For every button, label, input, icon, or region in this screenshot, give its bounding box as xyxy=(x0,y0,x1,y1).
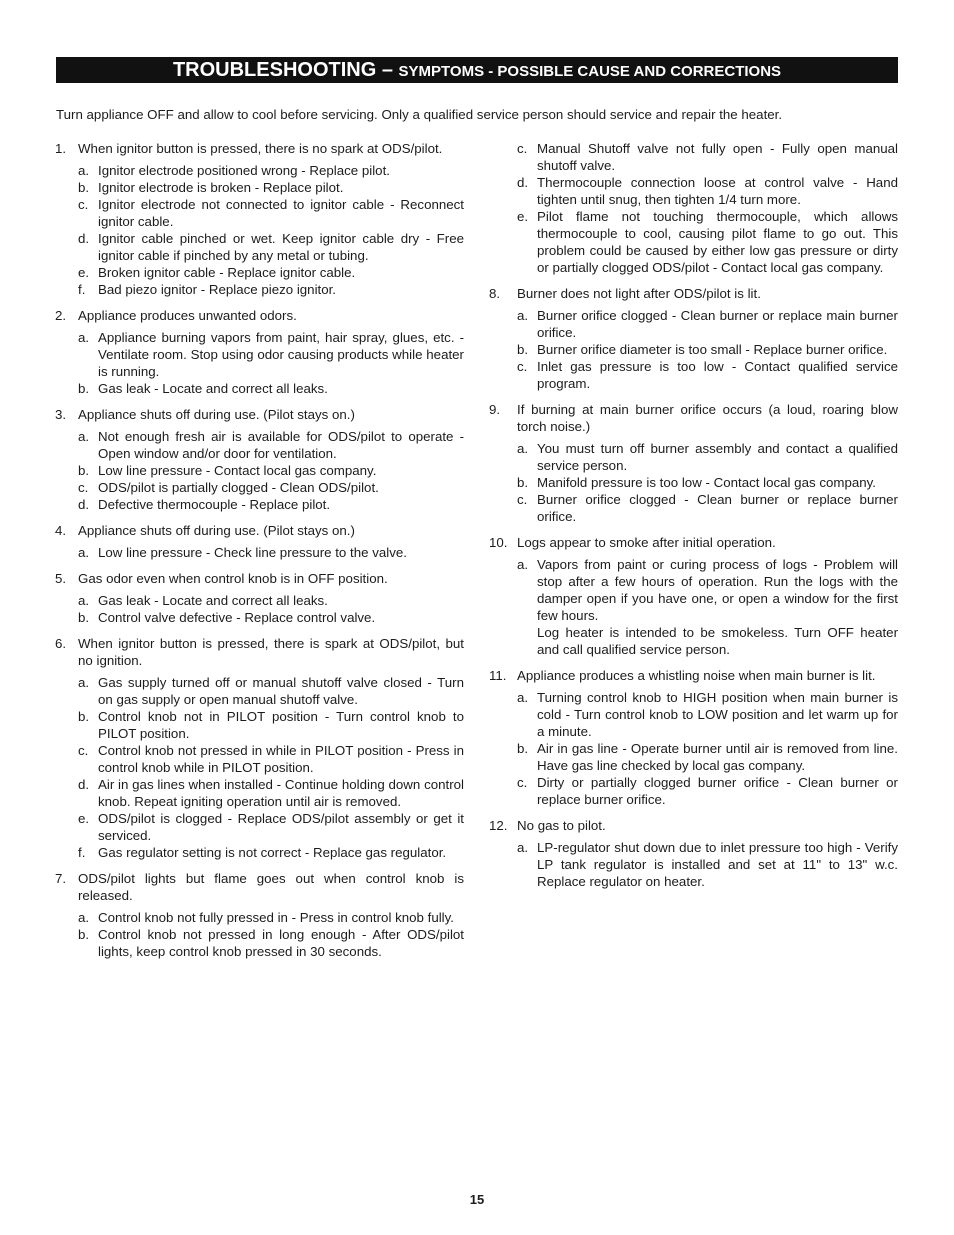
cause-item xyxy=(55,810,464,844)
cause-letter: d. xyxy=(78,231,90,246)
cause-text: Gas leak - Locate and correct all leaks. xyxy=(98,381,328,396)
cause-item xyxy=(55,674,464,708)
symptom-number: 10. xyxy=(489,535,508,550)
cause-letter: c. xyxy=(517,359,528,374)
cause-letter: a. xyxy=(78,429,90,444)
cause-letter: b. xyxy=(78,927,90,942)
cause-text: Ignitor electrode positioned wrong - Replace pilot. xyxy=(98,163,390,178)
cause-letter: c. xyxy=(517,775,528,790)
cause-letter: b. xyxy=(78,610,90,625)
cause-text: Low line pressure - Check line pressure to the valve. xyxy=(98,545,407,560)
cause-item xyxy=(55,264,464,281)
cause-item xyxy=(55,609,464,626)
cause-list xyxy=(489,689,898,808)
symptom-text: Appliance produces a whistling noise when main burner is lit. xyxy=(517,668,876,683)
symptom-text: ODS/pilot lights but flame goes out when control knob is released. xyxy=(78,871,464,903)
section-title: TROUBLESHOOTING – xyxy=(172,59,399,81)
cause-item xyxy=(55,281,464,298)
right-column xyxy=(489,140,898,899)
symptom-row xyxy=(55,870,464,904)
cause-text: Burner orifice clogged - Clean burner or replace main burner orifice. xyxy=(537,308,898,340)
cause-item xyxy=(55,926,464,960)
cause-text: Low line pressure - Contact local gas company. xyxy=(98,463,377,478)
cause-letter: b. xyxy=(78,463,90,478)
symptom-item xyxy=(489,534,898,658)
cause-item xyxy=(55,909,464,926)
cause-list xyxy=(489,140,898,276)
cause-item xyxy=(55,708,464,742)
cause-item xyxy=(55,162,464,179)
symptom-row xyxy=(489,817,898,834)
cause-item xyxy=(55,479,464,496)
symptom-number: 5. xyxy=(55,571,67,586)
symptom-text: If burning at main burner orifice occurs (a loud, roaring blow torch noise.) xyxy=(517,402,898,434)
cause-text: Gas supply turned off or manual shutoff valve closed - Turn on gas supply or open manual shutoff valve. xyxy=(98,675,464,707)
cause-letter: d. xyxy=(517,175,529,190)
symptom-number: 11. xyxy=(489,668,507,683)
cause-text: You must turn off burner assembly and contact a qualified service person. xyxy=(537,441,898,473)
cause-list xyxy=(55,162,464,298)
cause-item xyxy=(489,689,898,740)
symptom-number: 6. xyxy=(55,636,67,651)
cause-letter: c. xyxy=(78,197,89,212)
section-subtitle: SYMPTOMS - POSSIBLE CAUSE AND CORRECTIONS xyxy=(398,63,782,80)
intro-paragraph: Turn appliance OFF and allow to cool before servicing. Only a qualified service person should service and repair the heater. xyxy=(56,107,783,122)
cause-letter: a. xyxy=(78,593,90,608)
cause-text: Broken ignitor cable - Replace ignitor cable. xyxy=(98,265,356,280)
cause-item xyxy=(55,380,464,397)
cause-item xyxy=(55,428,464,462)
cause-item xyxy=(489,624,898,658)
cause-item xyxy=(55,230,464,264)
symptom-row xyxy=(55,522,464,539)
cause-text: ODS/pilot is partially clogged - Clean ODS/pilot. xyxy=(98,480,379,495)
section-title-bar xyxy=(56,57,898,83)
symptom-row xyxy=(489,401,898,435)
symptom-row xyxy=(55,307,464,324)
cause-letter: a. xyxy=(78,163,90,178)
cause-list xyxy=(489,839,898,890)
symptom-text: Gas odor even when control knob is in OFF position. xyxy=(78,571,388,586)
cause-letter: a. xyxy=(517,840,529,855)
cause-list xyxy=(55,544,464,561)
cause-item xyxy=(55,196,464,230)
cause-letter: b. xyxy=(78,709,90,724)
continued-causes xyxy=(489,140,898,276)
cause-text: Air in gas line - Operate burner until air is removed from line. Have gas line checked by local gas company. xyxy=(537,741,898,773)
symptom-item xyxy=(55,570,464,626)
symptom-item xyxy=(489,401,898,525)
symptom-text: Logs appear to smoke after initial operation. xyxy=(517,535,776,550)
cause-item xyxy=(55,462,464,479)
page-number: 15 xyxy=(469,1192,485,1207)
symptom-text: No gas to pilot. xyxy=(517,818,606,833)
cause-letter: d. xyxy=(78,497,90,512)
cause-letter: e. xyxy=(78,811,90,826)
cause-letter: b. xyxy=(517,741,529,756)
cause-text: LP-regulator shut down due to inlet pressure too high - Verify LP tank regulator is installed and set at 11" to 13" w.c. Replace regulator on heater. xyxy=(537,840,898,889)
symptom-row xyxy=(55,406,464,423)
symptom-text: Appliance shuts off during use. (Pilot stays on.) xyxy=(78,407,355,422)
cause-list xyxy=(489,307,898,392)
cause-item xyxy=(489,474,898,491)
cause-letter: c. xyxy=(78,743,89,758)
cause-letter: e. xyxy=(517,209,529,224)
cause-text: Gas leak - Locate and correct all leaks. xyxy=(98,593,328,608)
cause-letter: d. xyxy=(78,777,90,792)
symptom-item xyxy=(55,522,464,561)
symptom-row xyxy=(55,570,464,587)
cause-text: Burner orifice clogged - Clean burner or replace burner orifice. xyxy=(537,492,898,524)
symptom-text: Burner does not light after ODS/pilot is lit. xyxy=(517,286,761,301)
symptom-text: When ignitor button is pressed, there is no spark at ODS/pilot. xyxy=(78,141,443,156)
cause-item xyxy=(489,341,898,358)
cause-letter: b. xyxy=(517,475,529,490)
cause-letter: a. xyxy=(517,557,529,572)
symptom-number: 4. xyxy=(55,523,67,538)
symptom-text: Appliance produces unwanted odors. xyxy=(78,308,297,323)
cause-text: Appliance burning vapors from paint, hair spray, glues, etc. - Ventilate room. Stop using odor causing products while heater is running. xyxy=(98,330,464,379)
cause-item xyxy=(55,179,464,196)
symptom-text: Appliance shuts off during use. (Pilot stays on.) xyxy=(78,523,355,538)
cause-item xyxy=(489,556,898,624)
symptom-number: 3. xyxy=(55,407,67,422)
cause-item xyxy=(55,496,464,513)
cause-letter: a. xyxy=(78,910,90,925)
cause-text: Bad piezo ignitor - Replace piezo ignitor. xyxy=(98,282,337,297)
cause-text: Dirty or partially clogged burner orifice - Clean burner or replace burner orifice. xyxy=(537,775,898,807)
symptom-row xyxy=(489,667,898,684)
cause-list xyxy=(55,592,464,626)
symptom-number: 2. xyxy=(55,308,67,323)
cause-letter: c. xyxy=(517,141,528,156)
cause-text: Gas regulator setting is not correct - Replace gas regulator. xyxy=(98,845,447,860)
cause-text: Manifold pressure is too low - Contact local gas company. xyxy=(537,475,876,490)
cause-letter: a. xyxy=(517,441,529,456)
symptom-number: 1. xyxy=(55,141,67,156)
left-column xyxy=(55,140,464,969)
symptom-text: When ignitor button is pressed, there is spark at ODS/pilot, but no ignition. xyxy=(78,636,464,668)
cause-letter: b. xyxy=(517,342,529,357)
cause-item xyxy=(489,307,898,341)
cause-letter: c. xyxy=(78,480,89,495)
cause-letter: b. xyxy=(78,180,90,195)
symptom-item xyxy=(489,285,898,392)
symptom-item xyxy=(489,817,898,890)
cause-letter: a. xyxy=(78,675,90,690)
cause-item xyxy=(489,491,898,525)
cause-text: Turning control knob to HIGH position when main burner is cold - Turn control knob to LOW position and let warm up for a minute. xyxy=(537,690,898,739)
cause-letter: e. xyxy=(78,265,90,280)
symptom-row xyxy=(55,140,464,157)
cause-letter xyxy=(489,624,537,658)
cause-text: Thermocouple connection loose at control valve - Hand tighten until snug, then tighten 1/4 turn more. xyxy=(537,175,898,207)
cause-text: Control valve defective - Replace control valve. xyxy=(98,610,376,625)
cause-text: Inlet gas pressure is too low - Contact qualified service program. xyxy=(537,359,898,391)
cause-item xyxy=(489,140,898,174)
cause-text: Control knob not fully pressed in - Press in control knob fully. xyxy=(98,910,454,925)
cause-text: Control knob not pressed in while in PILOT position - Press in control knob while in PILOT position. xyxy=(98,743,464,775)
cause-letter: b. xyxy=(78,381,90,396)
cause-letter: a. xyxy=(517,308,529,323)
cause-item xyxy=(55,544,464,561)
cause-item xyxy=(489,174,898,208)
cause-list xyxy=(55,428,464,513)
cause-letter: a. xyxy=(78,330,90,345)
cause-text: Manual Shutoff valve not fully open - Fully open manual shutoff valve. xyxy=(537,141,898,173)
cause-item xyxy=(489,440,898,474)
cause-list xyxy=(55,909,464,960)
cause-text: Control knob not pressed in long enough - After ODS/pilot lights, keep control knob pressed in 30 seconds. xyxy=(98,927,464,959)
symptom-number: 12. xyxy=(489,818,508,833)
cause-text: Burner orifice diameter is too small - Replace burner orifice. xyxy=(537,342,888,357)
cause-list xyxy=(489,440,898,525)
cause-letter: f. xyxy=(78,282,86,297)
cause-text: Not enough fresh air is available for ODS/pilot to operate - Open window and/or door for ventilation. xyxy=(98,429,464,461)
cause-item xyxy=(55,329,464,380)
cause-list xyxy=(55,329,464,397)
cause-text: Defective thermocouple - Replace pilot. xyxy=(98,497,331,512)
cause-letter: f. xyxy=(78,845,86,860)
cause-item xyxy=(55,742,464,776)
cause-item xyxy=(489,740,898,774)
cause-text: Ignitor cable pinched or wet. Keep ignitor cable dry - Free ignitor cable if pinched by any metal or tubing. xyxy=(98,231,464,263)
cause-text: Ignitor electrode is broken - Replace pilot. xyxy=(98,180,344,195)
symptom-item xyxy=(55,635,464,861)
symptom-number: 7. xyxy=(55,871,67,886)
cause-text: Air in gas lines when installed - Continue holding down control knob. Repeat igniting operation until air is removed. xyxy=(98,777,464,809)
symptom-item xyxy=(55,406,464,513)
symptom-item xyxy=(489,667,898,808)
cause-item xyxy=(55,844,464,861)
symptom-item xyxy=(55,140,464,298)
cause-item xyxy=(489,208,898,276)
cause-letter: a. xyxy=(517,690,529,705)
cause-item xyxy=(55,592,464,609)
cause-text: Vapors from paint or curing process of logs - Problem will stop after a few hours of operation. Run the logs with the damper open if you have one, or open a window for the first few hours. xyxy=(537,557,898,623)
cause-list xyxy=(489,556,898,658)
cause-text: Ignitor electrode not connected to ignitor cable - Reconnect ignitor cable. xyxy=(98,197,464,229)
cause-item xyxy=(55,776,464,810)
symptom-row xyxy=(489,285,898,302)
cause-text: Log heater is intended to be smokeless. Turn OFF heater and call qualified service person. xyxy=(537,625,898,657)
cause-item xyxy=(489,358,898,392)
symptom-row xyxy=(489,534,898,551)
symptom-number: 8. xyxy=(489,286,501,301)
cause-text: Pilot flame not touching thermocouple, which allows thermocouple to cool, causing pilot flame to go out. This problem could be caused by either low gas pressure or dirty or partially clogged ODS/pilot - Contact local gas company. xyxy=(537,209,898,275)
cause-text: Control knob not in PILOT position - Turn control knob to PILOT position. xyxy=(98,709,464,741)
cause-item xyxy=(489,774,898,808)
cause-letter: c. xyxy=(517,492,528,507)
cause-list xyxy=(55,674,464,861)
symptom-item xyxy=(55,307,464,397)
symptom-number: 9. xyxy=(489,402,501,417)
cause-item xyxy=(489,839,898,890)
symptom-row xyxy=(55,635,464,669)
symptom-item xyxy=(55,870,464,960)
cause-text: ODS/pilot is clogged - Replace ODS/pilot assembly or get it serviced. xyxy=(98,811,464,843)
cause-letter: a. xyxy=(78,545,90,560)
